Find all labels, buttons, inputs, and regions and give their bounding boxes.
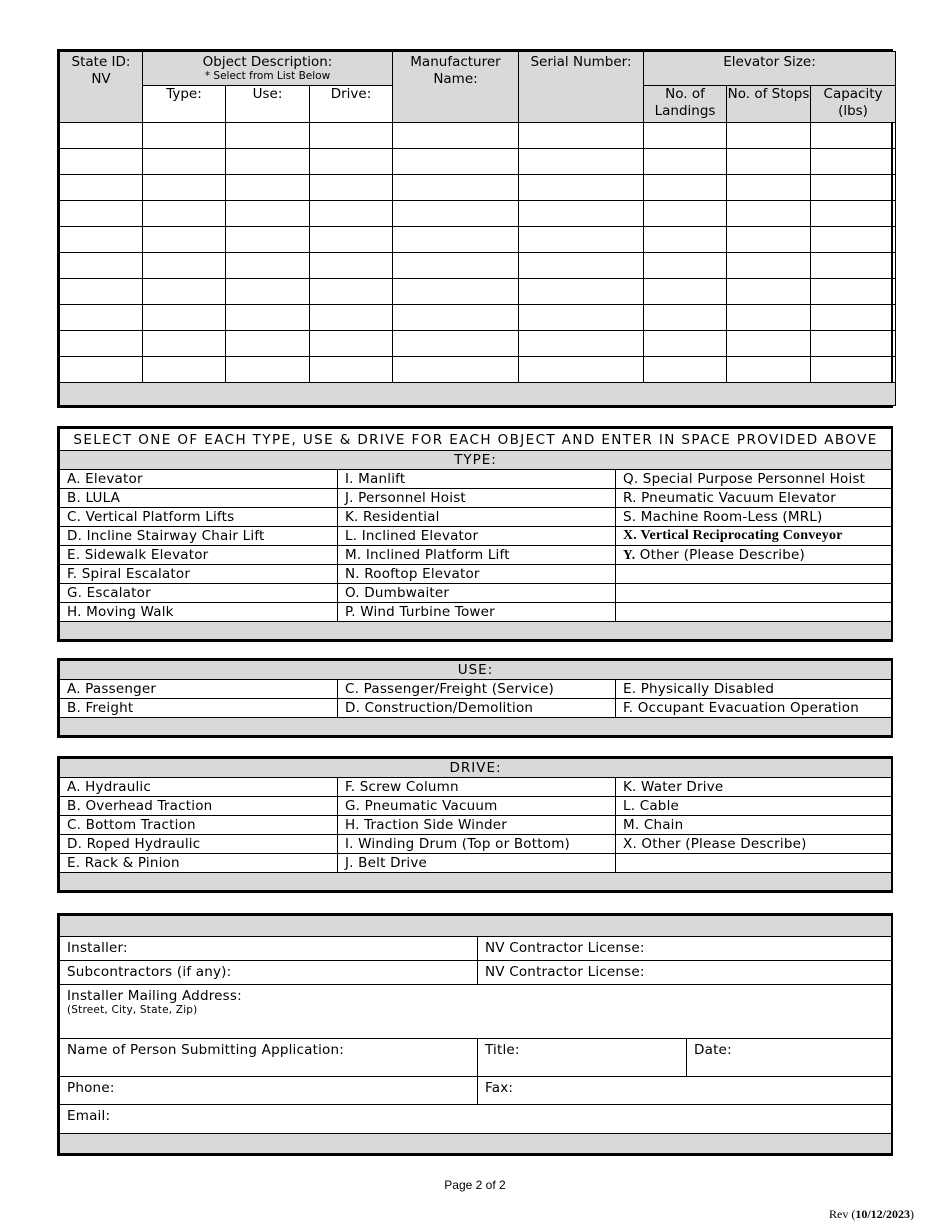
capacity-cell[interactable]: [811, 227, 896, 253]
landings-cell[interactable]: [644, 149, 727, 175]
use-cell[interactable]: [226, 279, 310, 305]
type-list-table: [59, 428, 892, 640]
drive-row: [60, 778, 892, 797]
landings-cell[interactable]: [644, 331, 727, 357]
serial-cell[interactable]: [519, 175, 644, 201]
nv-contractor-license-field[interactable]: NV Contractor License:: [478, 937, 892, 961]
drive-cell[interactable]: [310, 175, 393, 201]
type-cell[interactable]: [143, 123, 226, 149]
state-id-cell[interactable]: [60, 279, 143, 305]
manufacturer-cell[interactable]: [393, 175, 519, 201]
use-footer-bar: [60, 718, 892, 736]
stops-cell[interactable]: [727, 253, 811, 279]
use-cell[interactable]: [226, 227, 310, 253]
drive-cell[interactable]: [310, 357, 393, 383]
use-cell[interactable]: [226, 123, 310, 149]
type-option: K. Residential: [338, 508, 616, 527]
serial-cell[interactable]: [519, 305, 644, 331]
type-option: [616, 565, 892, 584]
drive-cell[interactable]: [310, 305, 393, 331]
object-entry-row: [60, 175, 896, 201]
elevator-size-header: Elevator Size:: [644, 52, 896, 86]
type-row: [60, 584, 892, 603]
drive-option: D. Roped Hydraulic: [60, 835, 338, 854]
use-header: Use:: [226, 86, 310, 123]
type-option: [616, 603, 892, 622]
drive-option: E. Rack & Pinion: [60, 854, 338, 873]
use-cell[interactable]: [226, 253, 310, 279]
drive-list-table: [59, 758, 892, 891]
type-option: X. Vertical Reciprocating Conveyor: [616, 527, 892, 546]
manufacturer-cell[interactable]: [393, 305, 519, 331]
manufacturer-cell[interactable]: [393, 331, 519, 357]
serial-number-header: Serial Number:: [519, 52, 644, 123]
state-id-cell[interactable]: [60, 149, 143, 175]
email-field[interactable]: Email:: [60, 1105, 892, 1134]
landings-cell[interactable]: [644, 279, 727, 305]
use-option: A. Passenger: [60, 680, 338, 699]
object-entry-row: [60, 331, 896, 357]
object-description-label: Object Description:: [202, 54, 333, 70]
type-option: O. Dumbwaiter: [338, 584, 616, 603]
type-row: [60, 489, 892, 508]
capacity-cell[interactable]: [811, 253, 896, 279]
drive-option: B. Overhead Traction: [60, 797, 338, 816]
manufacturer-cell[interactable]: [393, 149, 519, 175]
object-entry-row: [60, 201, 896, 227]
installer-footer-bar: [60, 1134, 892, 1154]
object-entry-row: [60, 279, 896, 305]
use-option: C. Passenger/Freight (Service): [338, 680, 616, 699]
capacity-cell[interactable]: [811, 279, 896, 305]
use-row: [60, 680, 892, 699]
table-footer-bar: [60, 383, 896, 406]
type-option: L. Inclined Elevator: [338, 527, 616, 546]
type-option: [616, 584, 892, 603]
landings-cell[interactable]: [644, 253, 727, 279]
title-field[interactable]: Title:: [478, 1039, 687, 1077]
landings-cell[interactable]: [644, 305, 727, 331]
drive-selection-section: [57, 756, 893, 893]
installer-field[interactable]: Installer:: [60, 937, 478, 961]
address-hint: (Street, City, State, Zip): [67, 1004, 198, 1016]
drive-option: F. Screw Column: [338, 778, 616, 797]
serial-cell[interactable]: [519, 201, 644, 227]
object-entry-row: [60, 253, 896, 279]
state-id-header: [60, 52, 143, 123]
drive-header-label: DRIVE:: [60, 759, 892, 778]
serial-cell[interactable]: [519, 149, 644, 175]
serial-cell[interactable]: [519, 123, 644, 149]
rev-date: 10/12/2023: [855, 1207, 910, 1221]
type-cell[interactable]: [143, 175, 226, 201]
manufacturer-cell[interactable]: [393, 201, 519, 227]
use-cell[interactable]: [226, 331, 310, 357]
use-cell[interactable]: [226, 357, 310, 383]
drive-option: I. Winding Drum (Top or Bottom): [338, 835, 616, 854]
capacity-cell[interactable]: [811, 149, 896, 175]
use-header-label: USE:: [60, 661, 892, 680]
state-id-cell[interactable]: [60, 357, 143, 383]
use-cell[interactable]: [226, 201, 310, 227]
drive-cell[interactable]: [310, 149, 393, 175]
stops-header: No. of Stops: [727, 86, 811, 123]
use-option: D. Construction/Demolition: [338, 699, 616, 718]
object-entry-row: [60, 357, 896, 383]
landings-cell[interactable]: [644, 123, 727, 149]
type-option: E. Sidewalk Elevator: [60, 546, 338, 565]
use-option: B. Freight: [60, 699, 338, 718]
subcontractors-field[interactable]: Subcontractors (if any):: [60, 961, 478, 985]
submitter-name-field[interactable]: Name of Person Submitting Application:: [60, 1039, 478, 1077]
type-option: P. Wind Turbine Tower: [338, 603, 616, 622]
type-cell[interactable]: [143, 253, 226, 279]
type-cell[interactable]: [143, 331, 226, 357]
drive-option: [616, 854, 892, 873]
type-cell[interactable]: [143, 149, 226, 175]
drive-row: [60, 797, 892, 816]
type-option: C. Vertical Platform Lifts: [60, 508, 338, 527]
drive-cell[interactable]: [310, 279, 393, 305]
manufacturer-cell[interactable]: [393, 227, 519, 253]
drive-row: [60, 816, 892, 835]
capacity-cell[interactable]: [811, 123, 896, 149]
drive-option: J. Belt Drive: [338, 854, 616, 873]
type-option: D. Incline Stairway Chair Lift: [60, 527, 338, 546]
date-field[interactable]: Date:: [687, 1039, 892, 1077]
object-entry-row: [60, 123, 896, 149]
page-number: Page 2 of 2: [444, 1178, 506, 1192]
type-footer-bar: [60, 622, 892, 640]
revision-date: [829, 1207, 914, 1222]
object-entry-row: [60, 305, 896, 331]
serial-cell[interactable]: [519, 357, 644, 383]
state-id-cell[interactable]: [60, 253, 143, 279]
serial-cell[interactable]: [519, 253, 644, 279]
landings-cell[interactable]: [644, 227, 727, 253]
stops-cell[interactable]: [727, 279, 811, 305]
capacity-header: Capacity (lbs): [811, 86, 896, 123]
drive-header: Drive:: [310, 86, 393, 123]
manufacturer-cell[interactable]: [393, 279, 519, 305]
subcontractor-license-field[interactable]: NV Contractor License:: [478, 961, 892, 985]
drive-row: [60, 835, 892, 854]
use-option: E. Physically Disabled: [616, 680, 892, 699]
objects-table: [59, 51, 896, 406]
type-option: Y. Other (Please Describe): [616, 546, 892, 565]
manufacturer-header: Manufacturer Name:: [393, 52, 519, 123]
type-option: Q. Special Purpose Personnel Hoist: [616, 470, 892, 489]
object-entry-row: [60, 149, 896, 175]
manufacturer-cell[interactable]: [393, 253, 519, 279]
stops-cell[interactable]: [727, 305, 811, 331]
drive-cell[interactable]: [310, 227, 393, 253]
state-id-cell[interactable]: [60, 331, 143, 357]
manufacturer-cell[interactable]: [393, 357, 519, 383]
drive-option: M. Chain: [616, 816, 892, 835]
state-id-label: State ID:: [71, 54, 131, 70]
installer-header-bar: [60, 916, 892, 937]
drive-option: G. Pneumatic Vacuum: [338, 797, 616, 816]
type-option: B. LULA: [60, 489, 338, 508]
type-option: M. Inclined Platform Lift: [338, 546, 616, 565]
state-id-cell[interactable]: [60, 305, 143, 331]
installer-section: [57, 913, 893, 1156]
stops-cell[interactable]: [727, 331, 811, 357]
stops-cell[interactable]: [727, 201, 811, 227]
use-selection-section: [57, 658, 893, 738]
use-cell[interactable]: [226, 149, 310, 175]
capacity-cell[interactable]: [811, 201, 896, 227]
type-option: J. Personnel Hoist: [338, 489, 616, 508]
type-option: R. Pneumatic Vacuum Elevator: [616, 489, 892, 508]
mailing-address-label: Installer Mailing Address:: [67, 988, 242, 1004]
use-cell[interactable]: [226, 305, 310, 331]
stops-cell[interactable]: [727, 123, 811, 149]
drive-option: K. Water Drive: [616, 778, 892, 797]
type-selection-section: [57, 426, 893, 642]
capacity-cell[interactable]: [811, 331, 896, 357]
drive-cell[interactable]: [310, 201, 393, 227]
drive-footer-bar: [60, 873, 892, 891]
select-note: * Select from List Below: [204, 70, 331, 82]
type-cell[interactable]: [143, 201, 226, 227]
type-option: N. Rooftop Elevator: [338, 565, 616, 584]
manufacturer-cell[interactable]: [393, 123, 519, 149]
state-id-cell[interactable]: [60, 201, 143, 227]
capacity-cell[interactable]: [811, 357, 896, 383]
type-cell[interactable]: [143, 279, 226, 305]
state-id-cell[interactable]: [60, 175, 143, 201]
phone-field[interactable]: Phone:: [60, 1077, 478, 1105]
type-row: [60, 527, 892, 546]
drive-option: C. Bottom Traction: [60, 816, 338, 835]
drive-option: H. Traction Side Winder: [338, 816, 616, 835]
object-description-header: [143, 52, 393, 86]
use-row: [60, 699, 892, 718]
drive-cell[interactable]: [310, 253, 393, 279]
drive-option: L. Cable: [616, 797, 892, 816]
type-row: [60, 470, 892, 489]
selection-instruction: SELECT ONE OF EACH TYPE, USE & DRIVE FOR EACH OBJECT AND ENTER IN SPACE PROVIDED ABOVE: [60, 429, 892, 451]
type-cell[interactable]: [143, 227, 226, 253]
stops-cell[interactable]: [727, 227, 811, 253]
type-row: [60, 546, 892, 565]
mailing-address-field[interactable]: [60, 985, 892, 1039]
serial-cell[interactable]: [519, 227, 644, 253]
type-option: G. Escalator: [60, 584, 338, 603]
stops-cell[interactable]: [727, 149, 811, 175]
objects-table-section: [57, 49, 893, 408]
stops-cell[interactable]: [727, 357, 811, 383]
type-option: I. Manlift: [338, 470, 616, 489]
type-cell[interactable]: [143, 357, 226, 383]
use-cell[interactable]: [226, 175, 310, 201]
use-option: F. Occupant Evacuation Operation: [616, 699, 892, 718]
type-option: F. Spiral Escalator: [60, 565, 338, 584]
installer-table: [59, 915, 892, 1154]
state-id-cell[interactable]: [60, 123, 143, 149]
serial-cell[interactable]: [519, 331, 644, 357]
serial-cell[interactable]: [519, 279, 644, 305]
object-entry-row: [60, 227, 896, 253]
use-list-table: [59, 660, 892, 736]
drive-cell[interactable]: [310, 123, 393, 149]
rev-prefix: Rev (: [829, 1207, 856, 1221]
type-row: [60, 565, 892, 584]
state-id-cell[interactable]: [60, 227, 143, 253]
landings-cell[interactable]: [644, 175, 727, 201]
landings-header: No. of Landings: [644, 86, 727, 123]
fax-field[interactable]: Fax:: [478, 1077, 892, 1105]
capacity-cell[interactable]: [811, 305, 896, 331]
landings-cell[interactable]: [644, 357, 727, 383]
type-option: A. Elevator: [60, 470, 338, 489]
type-header-label: TYPE:: [60, 451, 892, 470]
drive-cell[interactable]: [310, 331, 393, 357]
type-option: H. Moving Walk: [60, 603, 338, 622]
capacity-cell[interactable]: [811, 175, 896, 201]
rev-suffix: ): [910, 1207, 914, 1221]
type-cell[interactable]: [143, 305, 226, 331]
type-header: Type:: [143, 86, 226, 123]
drive-row: [60, 854, 892, 873]
type-option: S. Machine Room-Less (MRL): [616, 508, 892, 527]
state-id-value: NV: [91, 71, 111, 87]
stops-cell[interactable]: [727, 175, 811, 201]
drive-option: X. Other (Please Describe): [616, 835, 892, 854]
landings-cell[interactable]: [644, 201, 727, 227]
drive-option: A. Hydraulic: [60, 778, 338, 797]
type-row: [60, 603, 892, 622]
type-row: [60, 508, 892, 527]
